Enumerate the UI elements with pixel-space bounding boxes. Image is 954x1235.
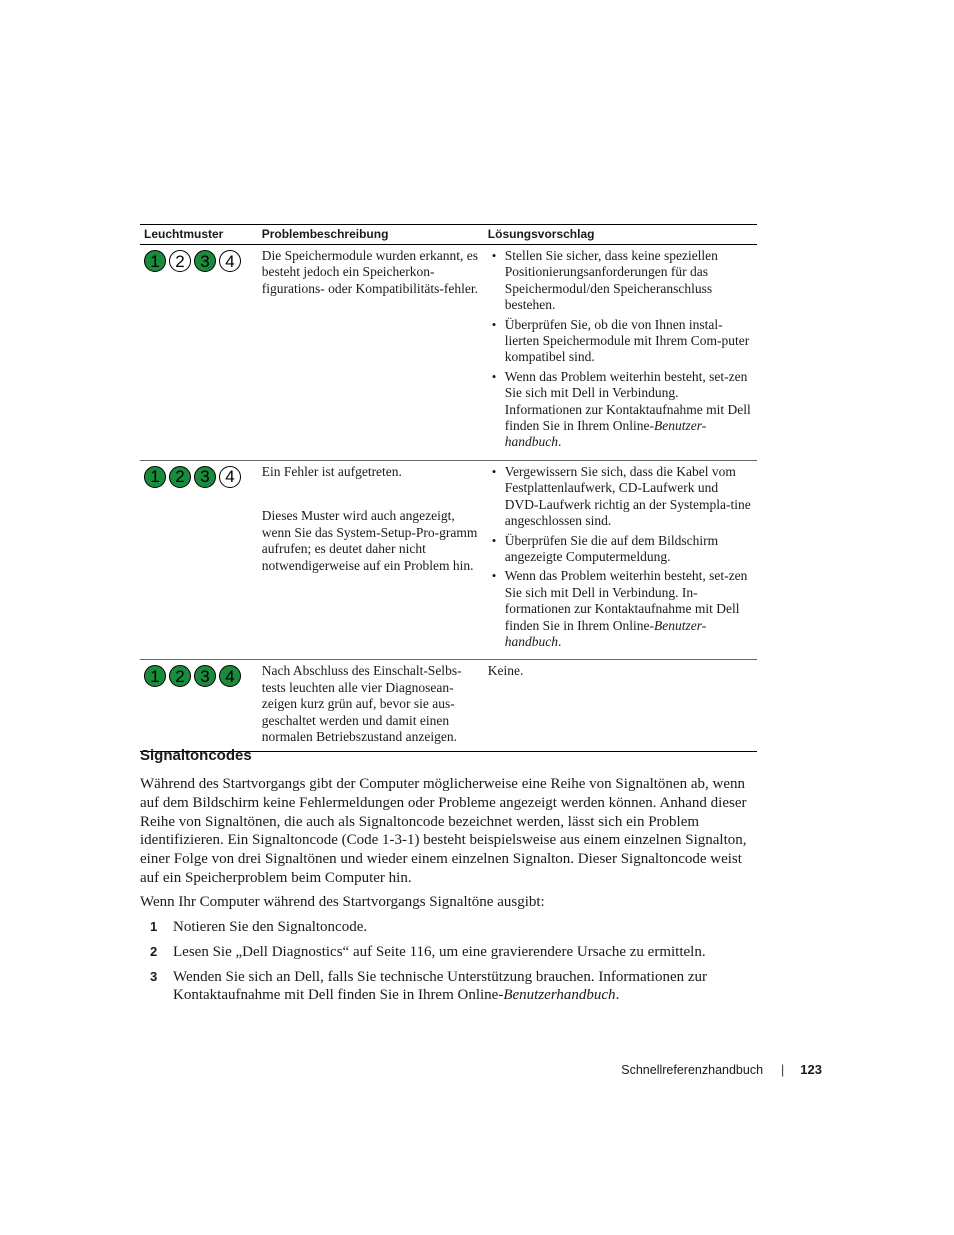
problem-text: Die Speichermodule wurden erkannt, es besteht jedoch ein Speicherkon-figurations- oder Kompatibilitäts-fehler. [261,248,479,296]
page-footer [560,1062,822,1077]
led-3-icon: 3 [194,665,216,687]
led-3-icon: 3 [194,466,216,488]
step-text: Wenden Sie sich an Dell, falls Sie technische Unterstützung brauchen. Informationen zur Kontaktaufnahme mit Dell finden Sie in Ihrem Online- [173,968,708,1004]
solution-item: • Wenn das Problem weiterhin besteht, set-zen Sie sich mit Dell in Verbindung. Informationen zur Kontaktaufnahme mit Dell finden Sie in Ihrem Online-Benutzer-handbuch. [488,369,753,451]
problem-note: Dieses Muster wird auch angezeigt, wenn Sie das System-Setup-Pro-gramm aufrufen; es deutet daher nicht notwendigerweise auf ein Problem hin. [261,508,478,573]
led-pattern [144,464,254,488]
step-text: Lesen Sie „Dell Diagnostics“ auf Seite 116, um eine gravierendere Ursache zu ermitteln. [173,943,706,960]
solution-item: • Überprüfen Sie, ob die von Ihnen instal-lierten Speichermodule mit Ihrem Com-puter kompatibel sind. [488,317,753,366]
step-number: 3 [150,968,158,984]
header-loesungsvorschlag: Lösungsvorschlag [484,225,757,245]
led-diagnostics-table [140,224,757,752]
step-number: 1 [150,919,158,934]
section-heading: Signaltoncodes [140,747,252,764]
led-4-icon: 4 [219,665,241,687]
step-text-italic: Benutzerhandbuch [503,987,616,1004]
steps-list [140,918,758,1011]
problem-text: Nach Abschluss des Einschalt-Selbs-tests leuchten alle vier Diagnosean-zeigen kurz grün auf, bevor sie aus-geschaltet werden und damit einen normalen Betriebszustand anzeigen. [261,663,462,744]
led-pattern-cell [140,660,258,752]
problem-cell [258,660,484,752]
table-header-row [140,225,757,245]
solution-list [488,248,753,451]
problem-cell [258,460,484,659]
led-2-icon: 2 [169,466,191,488]
body-paragraph: Während des Startvorgangs gibt der Computer möglicherweise eine Reihe von Signaltönen ab, wenn auf dem Bildschirm keine Fehlermeldungen oder Probleme angezeigt werden können. Anhand dieser Reihe von Signaltönen, die auch als Signaltoncode bezeichnet werden, lässt sich ein Problem identifizieren. Ein Signaltoncode (Code 1-3-1) besteht beispielsweise aus einem einzelnen Signalton, einer Folge von drei Signaltönen und wieder einem einzelnen Signalton. Dieser Signaltoncode weist auf ein Speicherproblem beim Computer hin. [140,776,747,886]
solution-text: Keine. [487,663,524,679]
footer-title: Schnellreferenzhandbuch [621,1062,764,1077]
footer-separator: | [781,1062,785,1077]
led-pattern-cell [140,245,258,461]
solution-item: • Stellen Sie sicher, dass keine speziellen Positionierungsanforderungen für das Speichermodul/den Speicheranschluss bestehen. [488,248,753,314]
step-item [140,968,758,1006]
step-text-end: . [615,987,620,1004]
solution-cell [484,660,757,752]
steps-intro: Wenn Ihr Computer während des Startvorgangs Signaltöne ausgibt: [140,894,545,910]
led-4-icon: 4 [219,466,241,488]
solution-item: • Wenn das Problem weiterhin besteht, set-zen Sie sich mit Dell in Verbindung. In-formationen zur Kontaktaufnahme mit Dell finden Sie in Ihrem Online-Benutzer-handbuch. [488,568,753,650]
problem-text: Ein Fehler ist aufgetreten. [261,463,402,479]
solution-item: • Vergewissern Sie sich, dass die Kabel vom Festplattenlaufwerk, CD-Laufwerk und DVD-Laufwerk richtig an der Systempla-tine angeschlossen sind. [488,464,753,530]
step-item [140,918,758,937]
step-item [140,943,758,962]
led-pattern [144,248,254,272]
solution-list [488,464,753,650]
table-row [140,460,757,659]
led-2-icon: 2 [169,665,191,687]
solution-cell [484,460,757,659]
table-row [140,245,757,461]
solution-cell [484,245,757,461]
header-leuchtmuster: Leuchtmuster [140,225,258,245]
problem-cell [258,245,484,461]
page-number: 123 [800,1062,822,1077]
step-number: 2 [150,943,158,959]
led-2-icon: 2 [169,250,191,272]
led-4-icon: 4 [219,250,241,272]
led-1-icon: 1 [144,250,166,272]
led-3-icon: 3 [194,250,216,272]
table-row [140,660,757,752]
led-1-icon: 1 [144,466,166,488]
led-1-icon: 1 [144,665,166,687]
step-text: Notieren Sie den Signaltoncode. [173,919,368,935]
header-problembeschreibung: Problembeschreibung [258,225,484,245]
led-pattern [144,663,254,687]
solution-item: • Überprüfen Sie die auf dem Bildschirm angezeigte Computermeldung. [488,533,753,566]
led-pattern-cell [140,460,258,659]
